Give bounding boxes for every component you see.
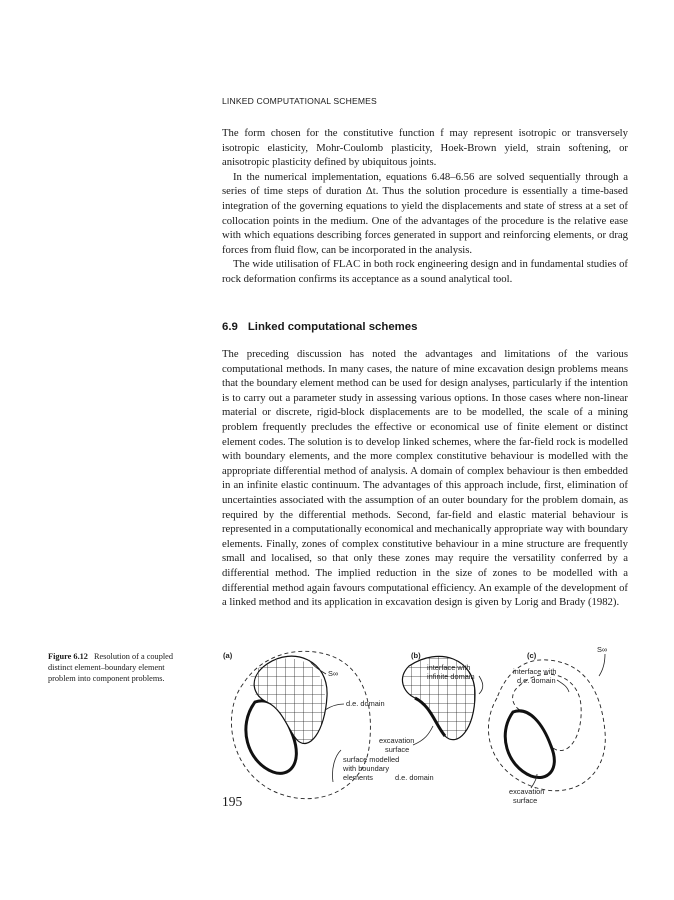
body-text-top	[222, 126, 628, 287]
running-head: LINKED COMPUTATIONAL SCHEMES	[222, 96, 377, 106]
paragraph: The form chosen for the constitutive function f may represent isotropic or transversely isotropic elasticity, Mohr-Coulomb plasticity, Hoek-Brown yield, strain softening, or anisotropic plasticity defined by ubiquitous joints.	[222, 127, 628, 169]
figure-caption-text: Resolution of a coupled distinct element–boundary element problem into component problems.	[48, 652, 173, 684]
surface-modelled-label-3: elements	[343, 773, 373, 782]
section-title: Linked computational schemes	[247, 321, 418, 333]
panel-c	[488, 645, 607, 805]
paragraph: The preceding discussion has noted the advantages and limitations of the various computational methods. In many cases, the nature of mine excavation design problems means that the boundary element method can be used for design analyses, particularly if the intention is to carry out a parameter study in assessing various options. In those cases where non-linear material or discrete, rigid-block displacements are to be modelled, the scale of a mining problem frequently precludes the effective or economical use of finite element or distinct element codes. The solution is to develop linked schemes, where the far-field rock is modelled with boundary elements, and the more complex constitutive behaviour is modelled with the appropriate differential method of analysis. A domain of complex behaviour is then embedded in an infinite elastic continuum. The advantages of this approach include, first, elimination of uncertainties associated with the assumption of an outer boundary for the problem domain, as required by the differential methods. Second, far-field and elastic material behaviour is represented in a computationally economical and mechanically appropriate way with boundary elements. Finally, zones of complex constitutive behaviour in a mine structure are frequently small and localised, so that only these zones may require the versatility conferred by a differential method. The implied reduction in the size of zones to be modelled with a differential method again favours computational efficiency. An example of the development of a linked method and its application in excavation design is given by Lorig and Brady (1982).	[222, 348, 628, 609]
de-domain-label-b: d.e. domain	[395, 773, 434, 782]
surface-modelled-label-2: with boundary	[343, 764, 390, 773]
panel-b-label: (b)	[411, 651, 421, 660]
excavation-c-label-2: surface	[513, 796, 538, 805]
paragraph: In the numerical implementation, equations 6.48–6.56 are solved sequentially through a series of time steps of duration Δt. Thus the solution procedure is essentially a time-based integration of the governing equations to yield the displacements and state of stress at a set of collocation points in the medium. One of the advantages of the procedure is the relative ease with which equations describing forces generated in support and reinforcing elements, or drag forces from fluid flow, can be incorporated in the analysis.	[222, 170, 628, 256]
excavation-c-label-1: excavation	[509, 787, 545, 796]
panel-b	[332, 640, 483, 782]
surface-modelled-label-1: surface modelled	[343, 755, 400, 764]
figure-diagram	[213, 640, 621, 808]
panel-c-label: (c)	[527, 651, 537, 660]
excavation-surface-label-2: surface	[385, 745, 410, 754]
section-number: 6.9	[222, 321, 238, 333]
panel-a-label: (a)	[223, 651, 233, 660]
body-text-section	[222, 347, 628, 610]
excavation-c	[505, 711, 554, 778]
figure-label: Figure 6.12	[48, 652, 88, 661]
interface-infinite-label-2: infinite domain	[427, 672, 475, 681]
s-inf-label-c: S∞	[597, 645, 608, 654]
page-number: 195	[222, 794, 243, 809]
excavation-surface-label-1: excavation	[379, 736, 415, 745]
interface-de-label-1: interface with	[513, 667, 557, 676]
section-heading	[222, 321, 417, 333]
figure-6-12	[213, 640, 621, 808]
paragraph: The wide utilisation of FLAC in both rock engineering design and in fundamental studies of rock deformation confirms its acceptance as a sound analytical tool.	[222, 258, 628, 285]
de-domain-label-a: d.e. domain	[346, 699, 385, 708]
s-inf-label-a: S∞	[328, 669, 339, 678]
interface-de-label-2: d.e. domain	[517, 676, 556, 685]
interface-infinite-label-1: interface with	[427, 663, 471, 672]
figure-caption	[48, 651, 183, 685]
